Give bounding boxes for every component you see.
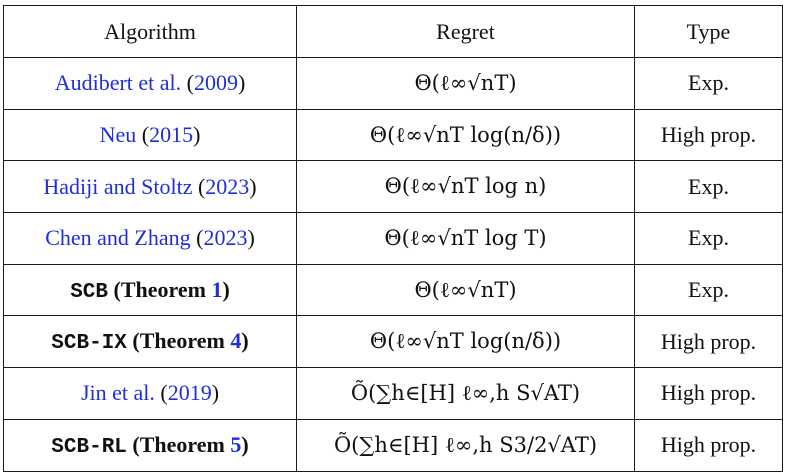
table-row (4, 264, 783, 316)
theorem-label: Theorem (139, 328, 225, 354)
algorithm-name: SCB (70, 280, 108, 304)
table-row (4, 213, 783, 265)
citation-link[interactable]: Hadiji and Stoltz (43, 173, 193, 199)
citation-year-link[interactable]: 2019 (167, 380, 212, 406)
regret-cell: Õ(∑h∈[H] ℓ∞,h S3/2√AT) (297, 419, 635, 471)
regret-cell: Θ(ℓ∞√nT) (297, 264, 635, 316)
table-row (4, 419, 783, 471)
theorem-link[interactable]: 5 (230, 431, 242, 457)
algorithm-cell: Jin et al. (2019) (4, 368, 297, 420)
algorithm-cell: Audibert et al. (2009) (4, 58, 297, 110)
regret-cell: Θ(ℓ∞√nT log(n/δ)) (297, 316, 635, 368)
type-cell: Exp. (635, 58, 783, 110)
citation-year-link[interactable]: 2023 (205, 173, 250, 199)
table-row (4, 316, 783, 368)
type-cell: Exp. (635, 213, 783, 265)
algorithm-cell: Hadiji and Stoltz (2023) (4, 161, 297, 213)
algorithm-name: SCB-RL (51, 435, 127, 459)
citation-link[interactable]: Neu (99, 122, 137, 148)
theorem-label: Theorem (139, 431, 225, 457)
column-header-regret: Regret (297, 6, 635, 58)
table-row (4, 368, 783, 420)
algorithm-cell: Neu (2015) (4, 109, 297, 161)
algorithm-cell: Chen and Zhang (2023) (4, 213, 297, 265)
citation-link[interactable]: Audibert et al. (54, 70, 182, 96)
type-cell: High prop. (635, 109, 783, 161)
algorithm-name: SCB-IX (51, 332, 127, 356)
type-cell: Exp. (635, 264, 783, 316)
regret-cell: Θ(ℓ∞√nT log n) (297, 161, 635, 213)
citation-year-link[interactable]: 2015 (149, 122, 194, 148)
citation-year-link[interactable]: 2023 (203, 225, 248, 251)
table-row (4, 109, 783, 161)
regret-cell: Õ(∑h∈[H] ℓ∞,h S√AT) (297, 368, 635, 420)
regret-cell: Θ(ℓ∞√nT log(n/δ)) (297, 109, 635, 161)
type-cell: High prop. (635, 368, 783, 420)
algorithm-cell: SCB-RL (Theorem 5) (4, 419, 297, 471)
regret-cell: Θ(ℓ∞√nT log T) (297, 213, 635, 265)
type-cell: Exp. (635, 161, 783, 213)
algorithm-cell: SCB-IX (Theorem 4) (4, 316, 297, 368)
column-header-algorithm: Algorithm (4, 6, 297, 58)
regret-comparison-table (3, 5, 783, 472)
type-cell: High prop. (635, 316, 783, 368)
algorithm-cell: SCB (Theorem 1) (4, 264, 297, 316)
citation-link[interactable]: Chen and Zhang (45, 225, 191, 251)
citation-link[interactable]: Jin et al. (80, 380, 155, 406)
theorem-label: Theorem (120, 276, 206, 302)
table-row (4, 58, 783, 110)
regret-cell: Θ(ℓ∞√nT) (297, 58, 635, 110)
column-header-type: Type (635, 6, 783, 58)
header-row (4, 6, 783, 58)
theorem-link[interactable]: 4 (230, 328, 242, 354)
type-cell: High prop. (635, 419, 783, 471)
table-row (4, 161, 783, 213)
theorem-link[interactable]: 1 (211, 276, 223, 302)
citation-year-link[interactable]: 2009 (193, 70, 238, 96)
